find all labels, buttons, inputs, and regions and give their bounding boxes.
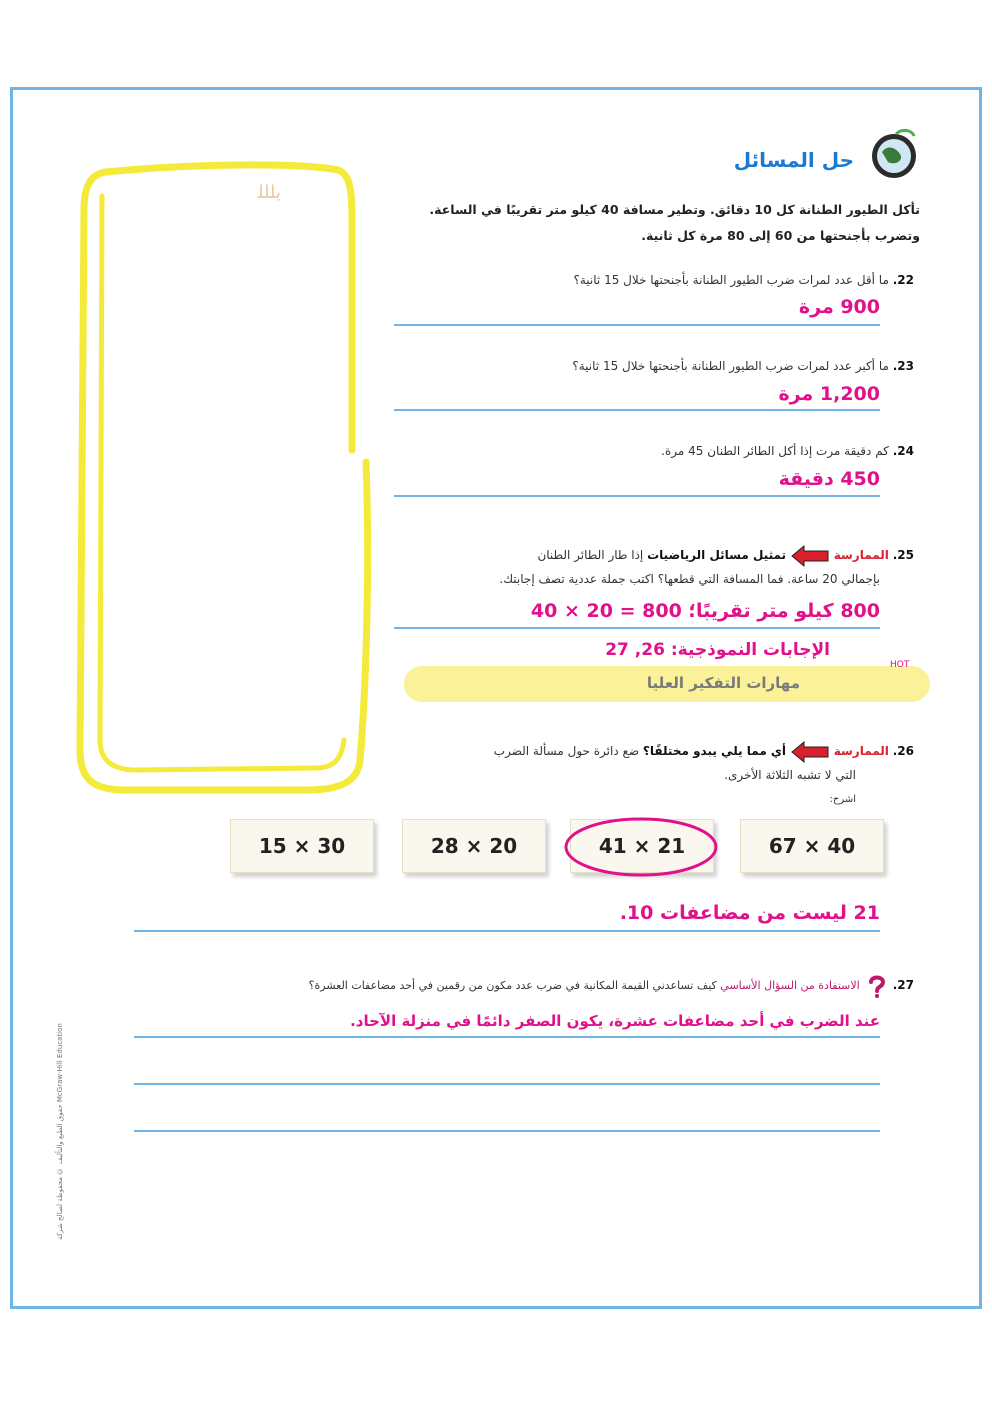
explain-label: اشرح:	[829, 794, 856, 805]
red-arrow-icon	[790, 545, 830, 567]
expression-tile[interactable]: 15 × 30	[230, 819, 374, 873]
question-text: ما أكبر عدد لمرات ضرب الطيور الطنانة بأجنحتها خلال 15 ثانية؟	[572, 359, 889, 373]
answer-line	[394, 627, 880, 629]
answer-line	[134, 930, 880, 932]
answer-25: 800 كيلو متر تقريبًا؛ 800 = 20 × 40	[530, 600, 880, 622]
model-answers-note: الإجابات النموذجية: 26, 27	[605, 640, 830, 660]
practice-label: الممارسة	[833, 744, 889, 758]
question-24	[400, 444, 914, 458]
expression-tile[interactable]: 67 × 40	[740, 819, 884, 873]
copyright-sidebar: حقوق الطبع والتأليف © محفوظة لصالح شركة McGraw-Hill Education	[56, 1023, 64, 1240]
answer-22: 900 مرة	[798, 296, 880, 318]
answer-23: 1,200 مرة	[778, 383, 880, 405]
answer-circle	[562, 815, 720, 879]
skill-label: أي مما يلي يبدو مختلفًا؟	[642, 744, 787, 758]
answer-line	[134, 1036, 880, 1038]
question-26-text: التي لا تشبه الثلاثة الأخرى.	[724, 768, 856, 782]
skill-label: تمثيل مسائل الرياضيات	[647, 548, 787, 562]
hots-heading: مهارات التفكير العليا	[646, 674, 800, 692]
expression-tile[interactable]: 41 × 21	[570, 819, 714, 873]
answer-24: 450 دقيقة	[778, 468, 880, 490]
question-25-text: بإجمالي 20 ساعة. فما المسافة التي قطعها؟ اكتب جملة عددية تصف إجابتك.	[499, 572, 880, 586]
question-23	[400, 359, 914, 373]
question-text: إذا طار الطائر الطنان	[537, 548, 644, 562]
practice-label: الممارسة	[833, 548, 889, 562]
answer-line	[134, 1083, 880, 1085]
answer-line	[394, 324, 880, 326]
question-26	[400, 740, 914, 763]
question-number: 25.	[892, 548, 914, 562]
question-number: 27.	[892, 978, 914, 992]
question-number: 24.	[892, 444, 914, 458]
answer-line	[134, 1130, 880, 1132]
question-text: ضع دائرة حول مسألة الضرب	[493, 744, 640, 758]
answer-27: عند الضرب في أحد مضاعفات عشرة، يكون الصفر دائمًا في منزلة الآحاد.	[350, 1012, 880, 1030]
question-27	[134, 974, 914, 998]
expression-tile[interactable]: 28 × 20	[402, 819, 546, 873]
answer-line	[394, 409, 880, 411]
hand-drawn-box	[66, 150, 386, 810]
question-mark-icon	[863, 974, 889, 998]
question-number: 22.	[892, 273, 914, 287]
essential-question-label: الاستفادة من السؤال الأساسي	[720, 979, 860, 992]
question-25	[400, 544, 914, 567]
question-22	[400, 273, 914, 287]
intro-paragraph: تأكل الطيور الطنانة كل 10 دقائق. وتطير مسافة 40 كيلو متر تقريبًا في الساعة. وتضرب بأجنحتها من 60 إلى 80 مرة كل ثانية.	[429, 202, 920, 243]
answer-line	[394, 495, 880, 497]
question-text: ما أقل عدد لمرات ضرب الطيور الطنانة بأجنحتها خلال 15 ثانية؟	[573, 273, 889, 287]
question-text: كيف تساعدني القيمة المكانية في ضرب عدد مكون من رقمين في أحد مضاعفات العشرة؟	[308, 979, 717, 992]
globe-hummingbird-icon	[866, 126, 922, 182]
red-arrow-icon	[790, 741, 830, 763]
question-number: 26.	[892, 744, 914, 758]
question-number: 23.	[892, 359, 914, 373]
answer-26: 21 ليست من مضاعفات 10.	[619, 902, 880, 924]
hots-small-label: HOT	[890, 660, 910, 670]
question-text: كم دقيقة مرت إذا أكل الطائر الطنان 45 مرة.	[661, 444, 889, 458]
svg-text:ﻳﻠﻠﻠ: ﻳﻠﻠﻠ	[258, 182, 281, 203]
section-title: حل المسائل	[733, 148, 854, 172]
